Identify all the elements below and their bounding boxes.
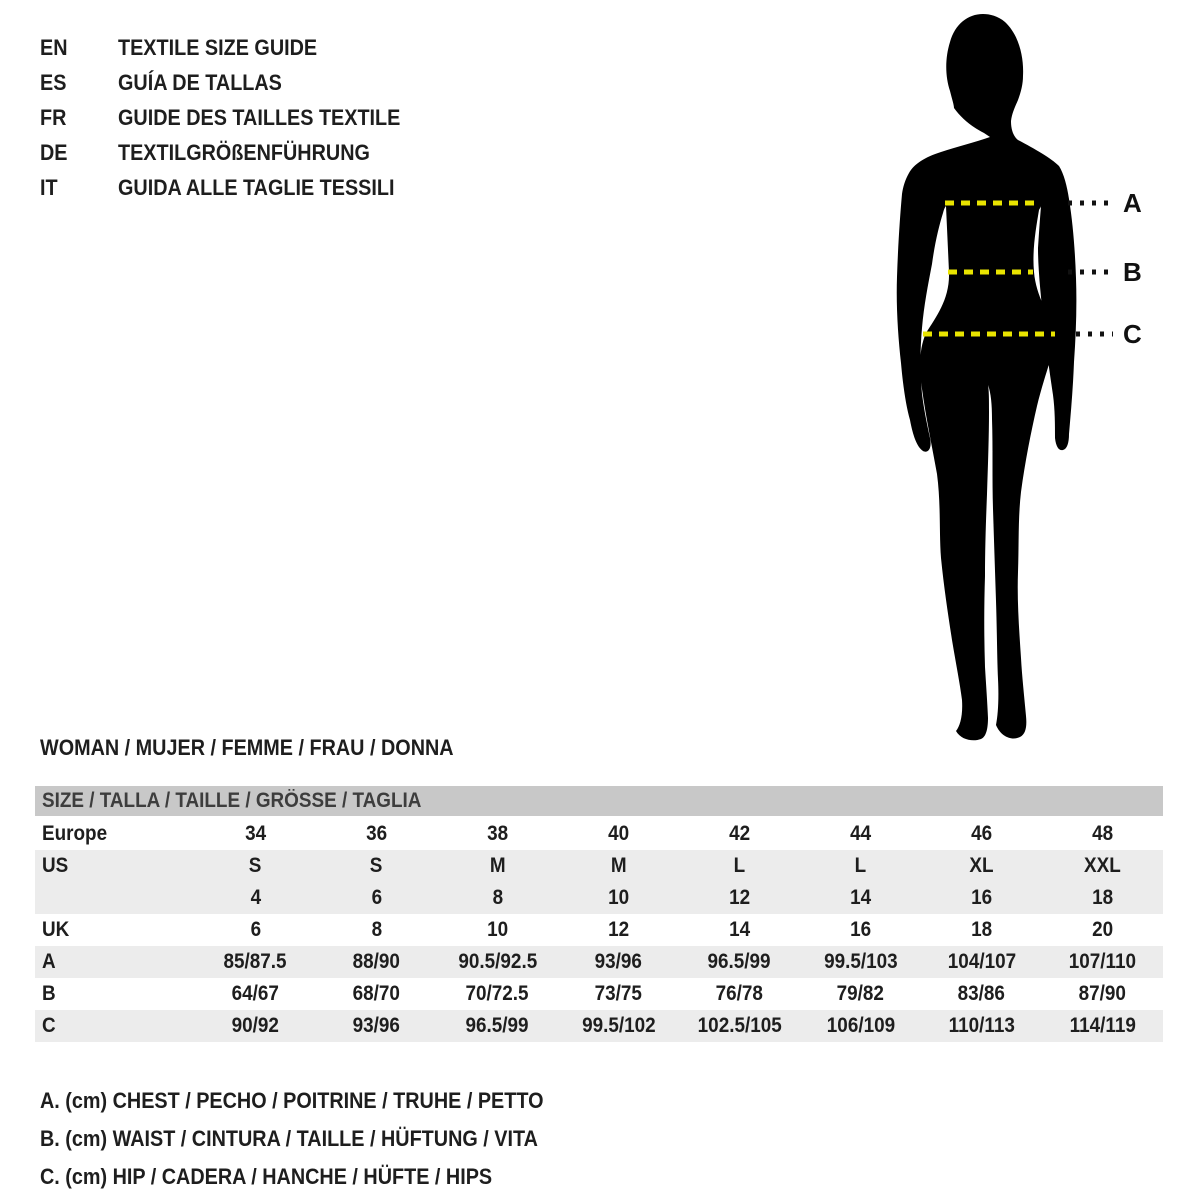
lang-row-en [40, 30, 432, 65]
row-label: UK [42, 918, 70, 941]
lang-row-es [40, 65, 432, 100]
table-row-uk: UK 6 8 10 12 14 16 18 20 [42, 918, 1114, 941]
label-c: C [1123, 319, 1142, 349]
lang-row-de [40, 135, 432, 170]
lang-code-fr: FR [40, 104, 67, 130]
table-row-waist-b: B 64/67 68/70 70/72.5 73/75 76/78 79/82 83/86 87/90 [42, 982, 1127, 1005]
table-row-us-numeric: 4 6 8 10 12 14 16 18 [35, 882, 1163, 914]
gender-heading: WOMAN / MUJER / FEMME / FRAU / DONNA [40, 735, 454, 760]
row-label: Europe [42, 822, 108, 845]
lang-row-it [40, 170, 432, 205]
legend-hip: C. (cm) HIP / CADERA / HANCHE / HÜFTE / HIPS [40, 1164, 493, 1189]
lang-code-es: ES [40, 69, 67, 95]
lang-title-de: TEXTILGRÖßENFÜHRUNG [118, 139, 370, 165]
table-row-europe: Europe 34 36 38 40 42 44 46 48 [42, 822, 1114, 845]
table-row-hip-c: C 90/92 93/96 96.5/99 99.5/102 102.5/105 106/109 110/113 114/119 [35, 1010, 1163, 1042]
legend-waist: B. (cm) WAIST / CINTURA / TAILLE / HÜFTUNG / VITA [40, 1126, 538, 1151]
size-table [35, 786, 1163, 1042]
legend-chest: A. (cm) CHEST / PECHO / POITRINE / TRUHE / PETTO [40, 1088, 544, 1113]
lang-title-es: GUÍA DE TALLAS [118, 69, 282, 95]
lang-code-de: DE [40, 139, 68, 165]
lang-row-fr [40, 100, 432, 135]
row-label: B [42, 982, 56, 1005]
table-row-us: US S S M M L L XL XXL [35, 850, 1163, 882]
row-label: C [42, 1014, 56, 1037]
woman-silhouette [897, 14, 1077, 740]
row-label: US [42, 854, 69, 877]
label-b: B [1123, 257, 1142, 287]
row-label: A [42, 950, 56, 973]
lang-title-fr: GUIDE DES TAILLES TEXTILE [118, 104, 401, 130]
size-table-header: SIZE / TALLA / TAILLE / GRÖSSE / TAGLIA [35, 786, 1163, 816]
woman-silhouette-figure [855, 0, 1155, 760]
lang-title-it: GUIDA ALLE TAGLIE TESSILI [118, 174, 395, 200]
lang-title-en: TEXTILE SIZE GUIDE [118, 34, 318, 60]
table-row-chest-a: A 85/87.5 88/90 90.5/92.5 93/96 96.5/99 99.5/103 104/107 107/110 [35, 946, 1163, 978]
language-list [40, 30, 432, 205]
lang-code-it: IT [40, 174, 58, 200]
measurement-legend [40, 1082, 599, 1196]
label-a: A [1123, 188, 1142, 218]
lang-code-en: EN [40, 34, 68, 60]
